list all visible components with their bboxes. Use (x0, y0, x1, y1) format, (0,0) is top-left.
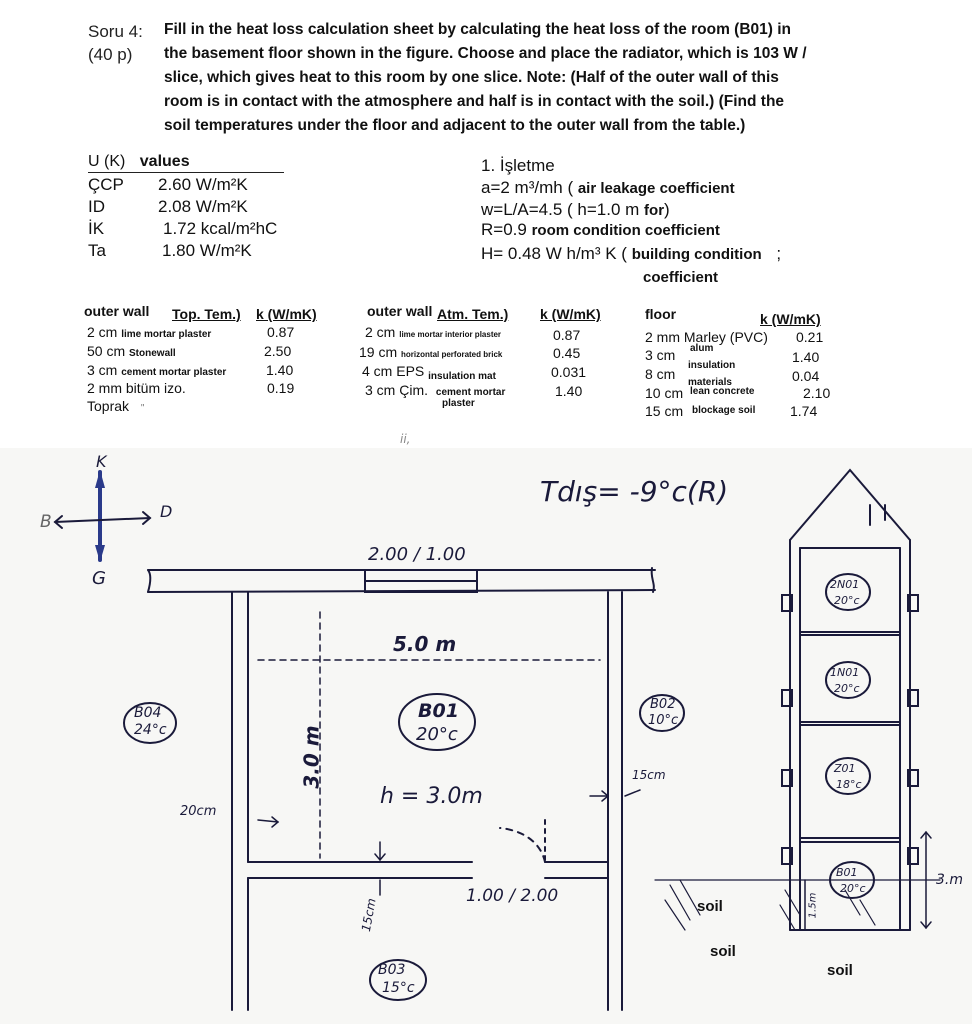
left-wall (232, 592, 248, 1010)
thickness: 2 mm bitüm izo. (87, 380, 186, 396)
section-z01-label: Z01 (834, 762, 856, 775)
wall-thickness-left: 20cm (180, 804, 217, 819)
wall-thickness-right: 15cm (632, 768, 666, 782)
room-b03-temp: 15°c (382, 980, 415, 996)
k-value: 0.21 (796, 329, 824, 345)
a-value (481, 178, 735, 198)
k-value: 0.87 (267, 324, 295, 340)
u-header-underline (88, 172, 284, 173)
k-value: 0.04 (792, 368, 820, 384)
right-wall (608, 592, 622, 1010)
k-value: 1.40 (555, 383, 583, 399)
compass-west: B (40, 512, 52, 532)
section-b01-label: B01 (836, 866, 858, 879)
material: Stonewall (129, 348, 176, 359)
thickness: 3 cm Çim. (365, 382, 428, 398)
question-text (164, 18, 954, 138)
wall-soil-header: outer wall (84, 303, 150, 319)
u-value: 2.60 W/m²K (158, 175, 248, 194)
k-value: 0.45 (553, 345, 581, 361)
thickness: 50 cm (87, 343, 126, 359)
room-b02-label: B02 (650, 697, 676, 712)
k-value: 2.50 (264, 343, 292, 359)
u-value: 1.80 W/m²K (162, 241, 252, 260)
material: lime mortar plaster (121, 329, 212, 340)
wall-soil-row (87, 362, 226, 378)
section-2n01-temp: 20°c (834, 594, 860, 607)
room-width: 5.0 m (393, 632, 457, 656)
soil-layer: Toprak (87, 398, 130, 414)
wall-soil-row (87, 324, 211, 340)
question-line: Fill in the heat loss calculation sheet by calculating the heat loss of the room (B01) in (164, 21, 792, 38)
thickness: 4 cm EPS (362, 363, 425, 379)
w-value (481, 200, 670, 220)
wall-atm-row (359, 344, 502, 360)
wall-atm-header: outer wall (367, 303, 433, 319)
question-label (88, 20, 143, 66)
top-wall (148, 568, 655, 592)
w-close: ) (664, 200, 670, 219)
compass-south: G (92, 568, 106, 589)
soil-label-3: soil (827, 962, 853, 979)
section-1n01-temp: 20°c (834, 682, 860, 695)
wall-atm-row (362, 363, 496, 382)
outdoor-temperature: Tdış= -9°c(R) (540, 475, 729, 508)
section-1n01-label: 1N01 (830, 666, 860, 679)
room-b01-temp: 20°c (416, 724, 458, 745)
k-value: 1.40 (266, 362, 294, 378)
material: lime mortar interior plaster (399, 330, 502, 339)
section-b01-temp: 20°c (840, 882, 866, 895)
u-name: ID (88, 197, 105, 216)
window-dimension: 2.00 / 1.00 (368, 544, 466, 565)
door-dimension: 1.00 / 2.00 (466, 886, 559, 906)
question-line: room is in contact with the atmosphere and half is in contact with the soil.) (Find the (164, 93, 785, 110)
material: insulation mat (428, 371, 496, 382)
k-value: 0.87 (553, 327, 581, 343)
room-b03-label: B03 (378, 962, 406, 978)
r-value-text: R=0.9 (481, 220, 527, 239)
u-header (88, 153, 190, 171)
material: blockage soil (692, 405, 756, 416)
room-b01-label: B01 (418, 700, 459, 722)
thickness: 19 cm (359, 344, 398, 360)
material: materials (688, 377, 732, 388)
k-value: 1.40 (792, 349, 820, 365)
question-line: soil temperatures under the floor and adjacent to the outer wall from the table.) (164, 117, 746, 134)
wall-soil-header-k: k (W/mK) (256, 306, 317, 322)
wall-atm-row (365, 324, 501, 340)
material: insulation (688, 360, 736, 371)
section-2n01-label: 2N01 (830, 578, 860, 591)
room-height: h = 3.0m (380, 784, 483, 809)
h-close: ; (776, 244, 782, 263)
room-b04-label: B04 (134, 705, 162, 721)
u-value: 2.08 W/m²K (158, 197, 248, 216)
wall-atm-last: plaster (442, 398, 475, 409)
room-b04-temp: 24°c (134, 722, 167, 738)
wall-atm-header2: Atm. Tem.) (437, 306, 509, 322)
operation-title: 1. İşletme (481, 156, 555, 175)
u-value: 1.72 kcal/m²hC (163, 219, 278, 238)
r-label: room condition coefficient (531, 222, 720, 239)
soil-label-2: soil (710, 943, 736, 960)
thickness: 2 cm (87, 324, 118, 340)
compass-east: D (160, 502, 173, 521)
wall-soil-row (87, 380, 186, 396)
compass-north: K (96, 452, 107, 471)
building-section (782, 470, 931, 930)
question-line: slice, which gives heat to this room by one slice. Note: (Half of the outer wall of this (164, 69, 779, 86)
r-value (481, 220, 720, 240)
u-name: Ta (88, 241, 106, 260)
material: cement mortar (435, 387, 506, 398)
h-label: building condition (631, 246, 762, 263)
k-value: 2.10 (803, 385, 831, 401)
soil-label-1: soil (697, 898, 723, 915)
a-value-text: a=2 m³/mh ( (481, 178, 574, 197)
mark-ii: ii, (400, 432, 411, 446)
wall-atm-header-k: k (W/mK) (540, 306, 601, 322)
section-height: 3.m (936, 872, 963, 888)
k-value: 0.031 (551, 364, 587, 380)
material: alum (690, 343, 714, 354)
floor-row: 15 cm (645, 403, 684, 419)
question-number: Soru 4: (88, 22, 143, 41)
w-label: for (644, 202, 665, 219)
room-depth: 3.0 m (299, 725, 324, 789)
floor-header: floor (645, 306, 677, 322)
question-line: the basement floor shown in the figure. Choose and place the radiator, which is 103 W / (164, 45, 807, 62)
question-points: (40 p) (88, 45, 133, 64)
h-value (481, 244, 781, 264)
room-b02-temp: 10°c (648, 713, 679, 728)
thickness: 2 cm (365, 324, 396, 340)
floor-row: 2 mm Marley (PVC) (645, 329, 768, 345)
wall-thickness-bottom: 15cm (358, 897, 379, 933)
u-name: ÇCP (88, 175, 124, 194)
floor-row: 8 cm (645, 366, 676, 382)
wall-soil-row (87, 343, 176, 359)
u-name: İK (88, 219, 105, 238)
material: lean concrete (690, 386, 755, 397)
h-label-2: coefficient (643, 269, 719, 286)
u-header-u: U (K) (88, 153, 126, 170)
material: horizontal perforated brick (401, 350, 503, 359)
h-value-text: H= 0.48 W h/m³ K ( (481, 244, 627, 263)
u-header-values: values (139, 153, 190, 170)
floor-row: 3 cm (645, 347, 676, 363)
k-value: 1.74 (790, 403, 818, 419)
section-depth: 1.5m (807, 892, 819, 919)
material: cement mortar plaster (121, 367, 227, 378)
wall-soil-header2: Top. Tem.) (172, 306, 241, 322)
wall-atm-row (365, 382, 505, 398)
thickness: 3 cm (87, 362, 118, 378)
bottom-wall (248, 820, 608, 878)
wall-soil-last (87, 398, 144, 414)
a-label: air leakage coefficient (577, 180, 735, 197)
section-z01-temp: 18°c (836, 778, 862, 791)
w-value-text: w=L/A=4.5 ( h=1.0 m (481, 200, 640, 219)
floor-header-k: k (W/mK) (760, 311, 821, 327)
ditto-mark: " (140, 403, 145, 414)
k-value: 0.19 (267, 380, 295, 396)
compass-icon (55, 470, 150, 562)
floor-row: 10 cm (645, 385, 684, 401)
